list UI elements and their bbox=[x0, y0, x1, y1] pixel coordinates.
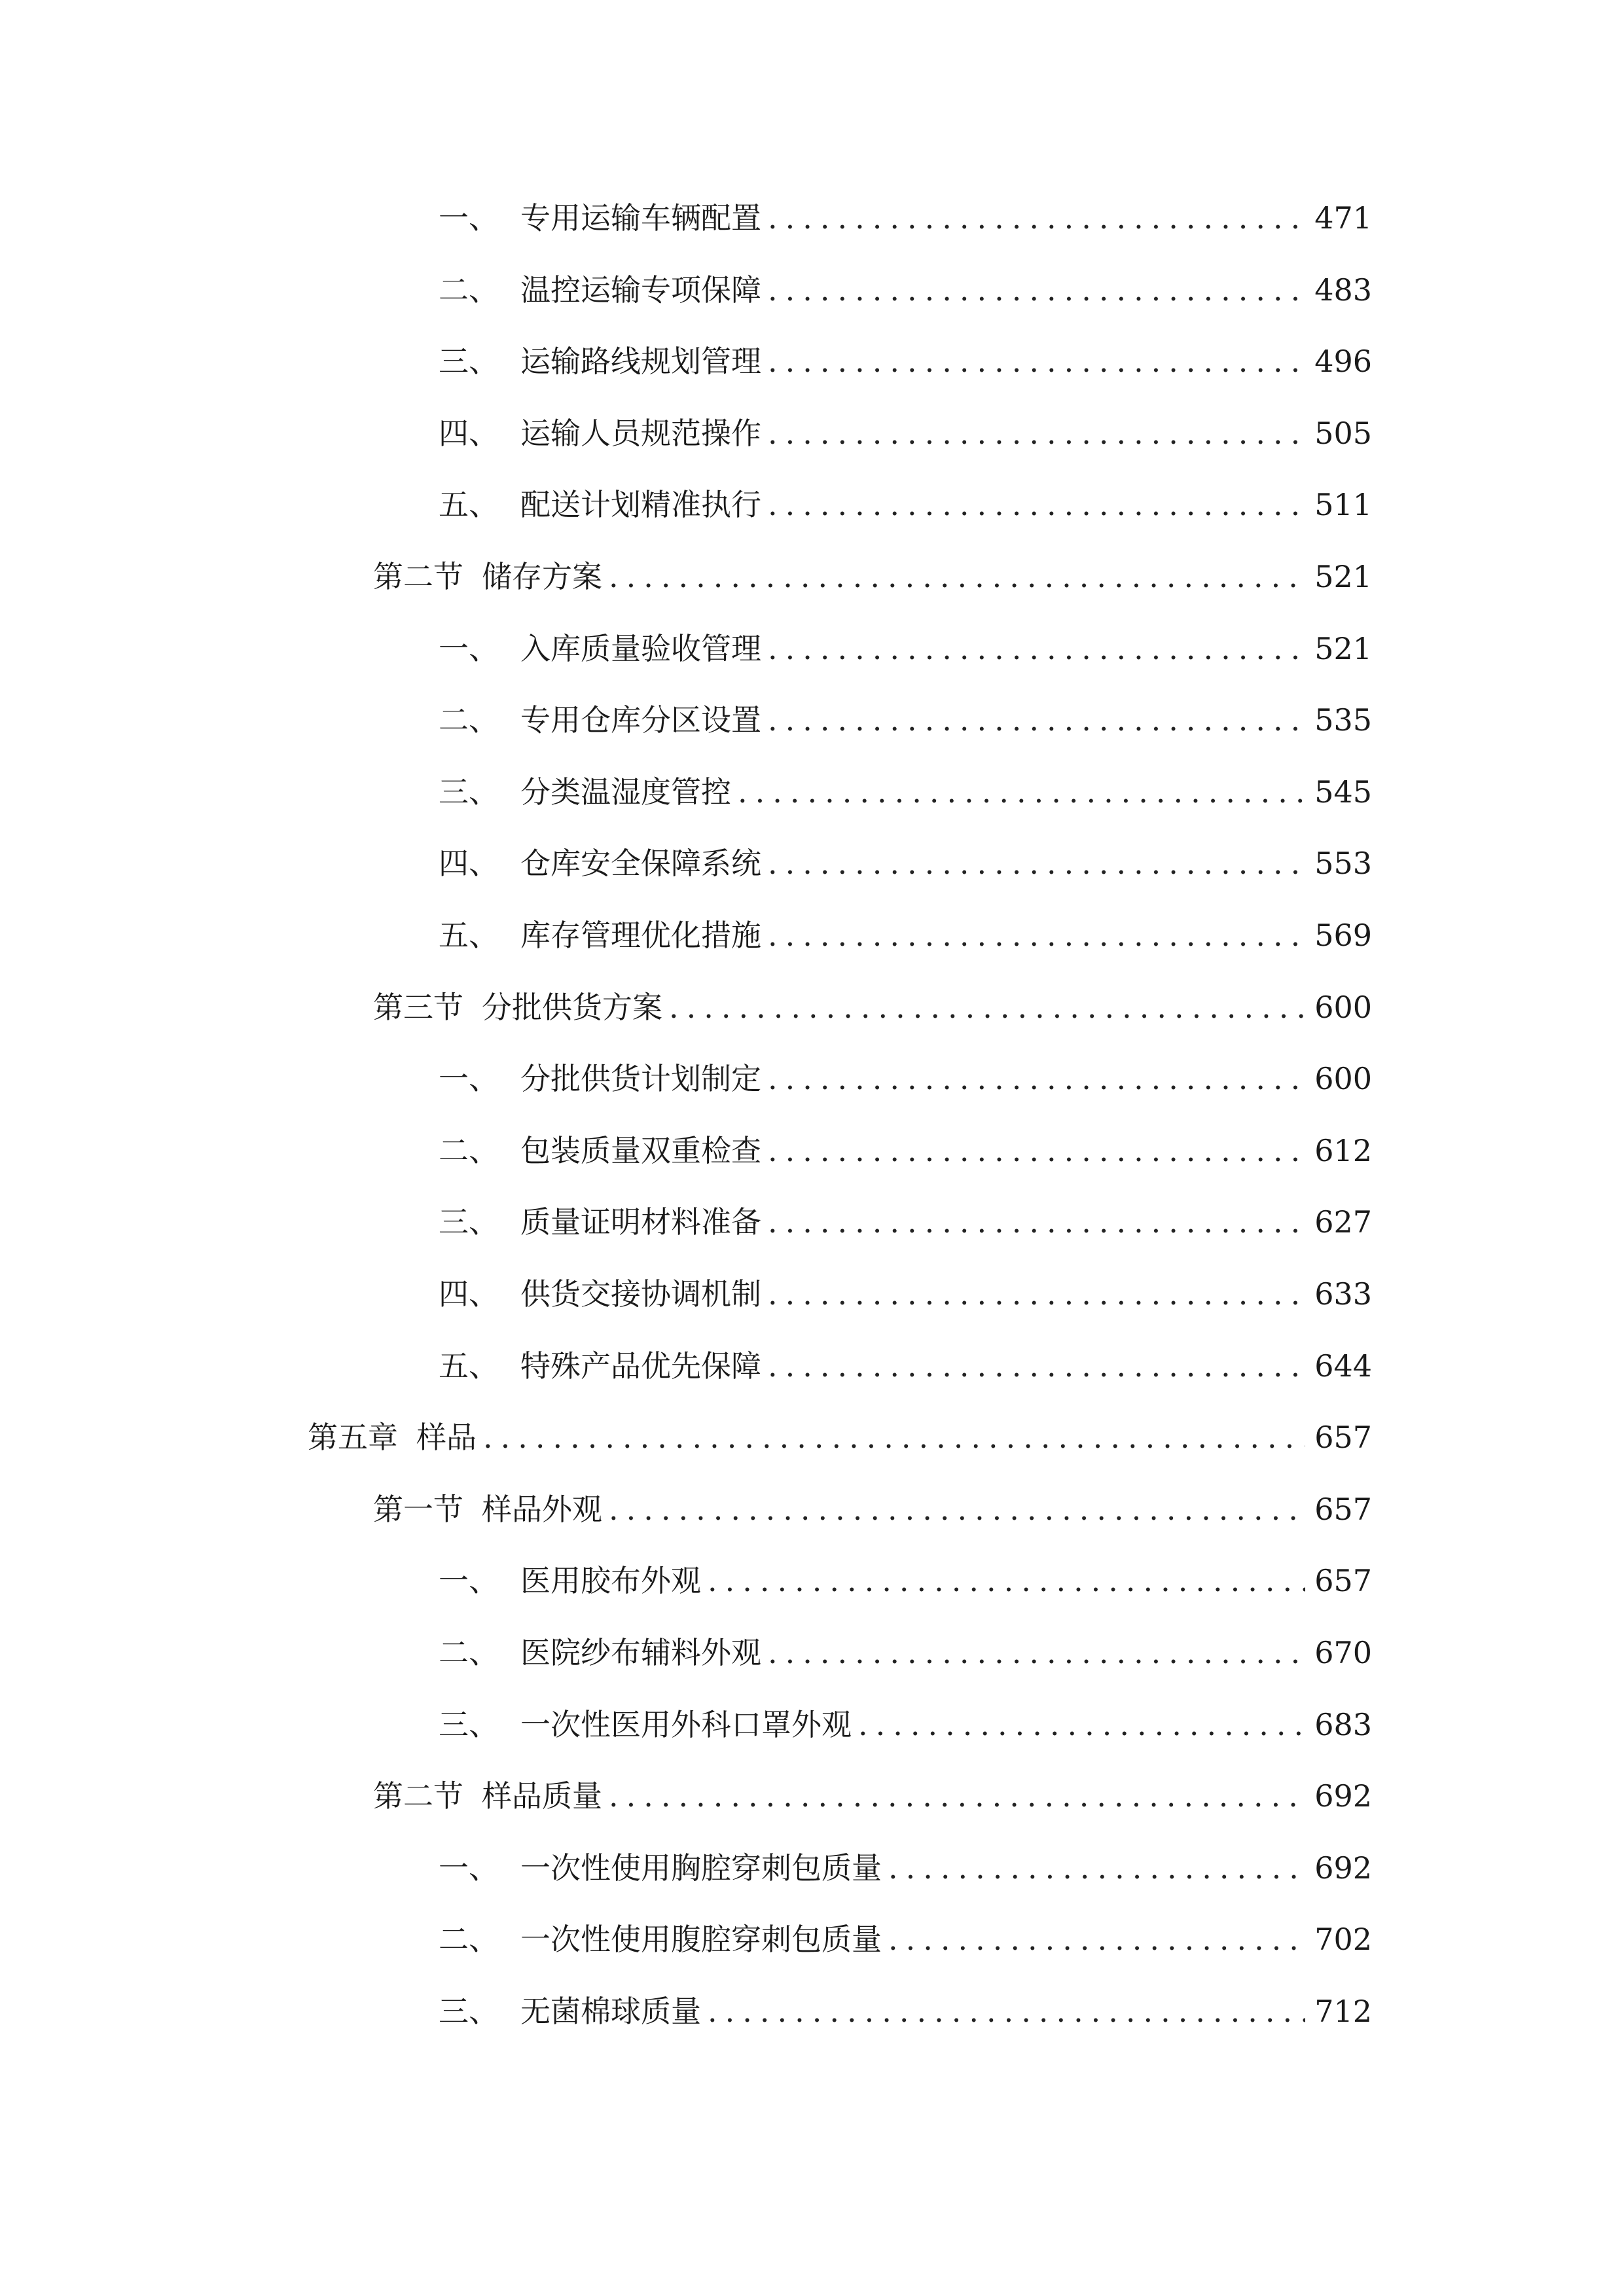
toc-entry-page: 521 bbox=[1314, 559, 1372, 594]
toc-entry-title: 质量证明材料准备 bbox=[520, 1204, 761, 1240]
dot-leader bbox=[768, 909, 1305, 961]
toc-entry-page: 553 bbox=[1314, 846, 1372, 881]
toc-entry-page: 702 bbox=[1314, 1922, 1372, 1957]
dot-leader bbox=[768, 192, 1305, 244]
dot-leader bbox=[708, 1554, 1305, 1607]
toc-entry-number: 三、 bbox=[439, 344, 499, 379]
toc-entry-number: 二、 bbox=[439, 1635, 499, 1670]
toc-entry[interactable] bbox=[439, 837, 1372, 889]
toc-entry-title: 运输路线规划管理 bbox=[520, 344, 761, 379]
toc-entry-page: 644 bbox=[1314, 1348, 1372, 1384]
dot-leader bbox=[768, 694, 1305, 746]
dot-leader bbox=[768, 1196, 1305, 1248]
dot-leader bbox=[768, 407, 1305, 459]
toc-entry[interactable] bbox=[439, 1124, 1372, 1177]
dot-leader bbox=[483, 1411, 1305, 1463]
toc-entry[interactable] bbox=[373, 1483, 1372, 1535]
toc-entry[interactable] bbox=[373, 550, 1372, 603]
toc-entry-number: 三、 bbox=[439, 774, 499, 810]
toc-entry-number: 三、 bbox=[439, 1204, 499, 1240]
dot-leader bbox=[768, 1268, 1305, 1320]
toc-entry[interactable] bbox=[439, 1340, 1372, 1392]
toc-entry[interactable] bbox=[439, 192, 1372, 244]
toc-entry-page: 600 bbox=[1314, 990, 1372, 1025]
toc-entry[interactable] bbox=[373, 981, 1372, 1033]
toc-entry-title: 仓库安全保障系统 bbox=[520, 846, 761, 881]
toc-entry[interactable] bbox=[439, 335, 1372, 387]
toc-entry-number: 三、 bbox=[439, 1707, 499, 1742]
toc-entry-title: 运输人员规范操作 bbox=[520, 416, 761, 451]
dot-leader bbox=[669, 981, 1305, 1033]
dot-leader bbox=[768, 622, 1305, 675]
toc-entry-title: 一次性使用腹腔穿刺包质量 bbox=[520, 1922, 882, 1957]
toc-entry[interactable] bbox=[439, 1698, 1372, 1751]
toc-entry-number: 四、 bbox=[439, 416, 499, 451]
toc-entry-title: 供货交接协调机制 bbox=[520, 1276, 761, 1312]
dot-leader bbox=[888, 1842, 1305, 1894]
toc-entry-page: 692 bbox=[1314, 1850, 1372, 1886]
toc-entry[interactable] bbox=[308, 1411, 1372, 1463]
dot-leader bbox=[609, 1770, 1305, 1822]
toc-entry-number: 第二节 bbox=[373, 559, 463, 594]
toc-entry[interactable] bbox=[439, 1052, 1372, 1105]
toc-entry-title: 医用胶布外观 bbox=[520, 1563, 701, 1598]
toc-entry[interactable] bbox=[439, 909, 1372, 961]
toc-entry-number: 第一节 bbox=[373, 1492, 463, 1527]
toc-entry-number: 二、 bbox=[439, 272, 499, 308]
dot-leader bbox=[609, 550, 1305, 603]
toc-entry[interactable] bbox=[439, 407, 1372, 459]
toc-entry[interactable] bbox=[439, 1913, 1372, 1965]
toc-entry-page: 657 bbox=[1314, 1563, 1372, 1598]
toc-entry[interactable] bbox=[439, 264, 1372, 316]
toc-entry-page: 569 bbox=[1314, 918, 1372, 953]
toc-entry-title: 专用仓库分区设置 bbox=[520, 702, 761, 738]
toc-entry-title: 样品质量 bbox=[482, 1778, 602, 1814]
dot-leader bbox=[768, 1340, 1305, 1392]
toc-entry-title: 分批供货方案 bbox=[482, 990, 662, 1025]
toc-entry-title: 样品 bbox=[416, 1420, 477, 1455]
toc-entry-page: 633 bbox=[1314, 1276, 1372, 1312]
toc-entry-page: 545 bbox=[1314, 774, 1372, 810]
dot-leader bbox=[768, 1052, 1305, 1105]
toc-entry-title: 分批供货计划制定 bbox=[520, 1061, 761, 1096]
toc-entry-title: 一次性医用外科口罩外观 bbox=[520, 1707, 852, 1742]
dot-leader bbox=[609, 1483, 1305, 1535]
dot-leader bbox=[888, 1913, 1305, 1965]
toc-entry-title: 样品外观 bbox=[482, 1492, 602, 1527]
toc-entry-page: 670 bbox=[1314, 1635, 1372, 1670]
toc-entry-number: 一、 bbox=[439, 631, 499, 666]
toc-entry-number: 一、 bbox=[439, 1850, 499, 1886]
toc-entry-number: 四、 bbox=[439, 846, 499, 881]
toc-entry-page: 692 bbox=[1314, 1778, 1372, 1814]
toc-entry-page: 657 bbox=[1314, 1420, 1372, 1455]
toc-entry[interactable] bbox=[439, 1554, 1372, 1607]
toc-entry-number: 三、 bbox=[439, 1994, 499, 2029]
toc-entry-title: 包装质量双重检查 bbox=[520, 1133, 761, 1168]
toc-entry[interactable] bbox=[439, 1268, 1372, 1320]
dot-leader bbox=[738, 766, 1305, 818]
dot-leader bbox=[768, 1124, 1305, 1177]
toc-entry-page: 471 bbox=[1314, 200, 1372, 236]
toc-entry-page: 511 bbox=[1314, 487, 1372, 522]
toc-entry-title: 入库质量验收管理 bbox=[520, 631, 761, 666]
toc-entry-number: 一、 bbox=[439, 1563, 499, 1598]
toc-entry[interactable] bbox=[373, 1770, 1372, 1822]
toc-entry-title: 库存管理优化措施 bbox=[520, 918, 761, 953]
toc-entry-number: 二、 bbox=[439, 1133, 499, 1168]
toc-entry[interactable] bbox=[439, 622, 1372, 675]
toc-entry-number: 一、 bbox=[439, 200, 499, 236]
dot-leader bbox=[858, 1698, 1305, 1751]
toc-entry-title: 专用运输车辆配置 bbox=[520, 200, 761, 236]
toc-entry-page: 657 bbox=[1314, 1492, 1372, 1527]
toc-entry[interactable] bbox=[439, 694, 1372, 746]
toc-entry[interactable] bbox=[439, 1842, 1372, 1894]
toc-entry-page: 627 bbox=[1314, 1204, 1372, 1240]
toc-entry-page: 712 bbox=[1314, 1994, 1372, 2029]
toc-entry-page: 612 bbox=[1314, 1133, 1372, 1168]
toc-entry-page: 683 bbox=[1314, 1707, 1372, 1742]
toc-entry-page: 535 bbox=[1314, 702, 1372, 738]
toc-entry[interactable] bbox=[439, 1196, 1372, 1248]
toc-entry-page: 600 bbox=[1314, 1061, 1372, 1096]
toc-entry-number: 第三节 bbox=[373, 990, 463, 1025]
dot-leader bbox=[768, 837, 1305, 889]
toc-entry-title: 配送计划精准执行 bbox=[520, 487, 761, 522]
toc-entry-title: 特殊产品优先保障 bbox=[520, 1348, 761, 1384]
toc-entry-number: 一、 bbox=[439, 1061, 499, 1096]
toc-entry-number: 二、 bbox=[439, 702, 499, 738]
dot-leader bbox=[768, 264, 1305, 316]
toc-entry-number: 五、 bbox=[439, 918, 499, 953]
toc-entry-number: 四、 bbox=[439, 1276, 499, 1312]
toc-entry-title: 温控运输专项保障 bbox=[520, 272, 761, 308]
toc-entry-number: 第二节 bbox=[373, 1778, 463, 1814]
toc-entry-title: 无菌棉球质量 bbox=[520, 1994, 701, 2029]
toc-entry-number: 五、 bbox=[439, 487, 499, 522]
toc-entry[interactable] bbox=[439, 766, 1372, 818]
toc-entry-page: 505 bbox=[1314, 416, 1372, 451]
toc-entry[interactable] bbox=[439, 1626, 1372, 1679]
dot-leader bbox=[768, 335, 1305, 387]
toc-entry-page: 496 bbox=[1314, 344, 1372, 379]
dot-leader bbox=[768, 478, 1305, 531]
toc-entry-title: 一次性使用胸腔穿刺包质量 bbox=[520, 1850, 882, 1886]
toc-entry-title: 储存方案 bbox=[482, 559, 602, 594]
toc-entry-number: 二、 bbox=[439, 1922, 499, 1957]
dot-leader bbox=[708, 1985, 1305, 2037]
toc-entry-page: 483 bbox=[1314, 272, 1372, 308]
toc-entry[interactable] bbox=[439, 478, 1372, 531]
toc-entry-page: 521 bbox=[1314, 631, 1372, 666]
toc-entry-title: 分类温湿度管控 bbox=[520, 774, 731, 810]
dot-leader bbox=[768, 1626, 1305, 1679]
toc-entry[interactable] bbox=[439, 1985, 1372, 2037]
toc-entry-number: 五、 bbox=[439, 1348, 499, 1384]
toc-entry-title: 医院纱布辅料外观 bbox=[520, 1635, 761, 1670]
toc-entry-number: 第五章 bbox=[308, 1420, 398, 1455]
